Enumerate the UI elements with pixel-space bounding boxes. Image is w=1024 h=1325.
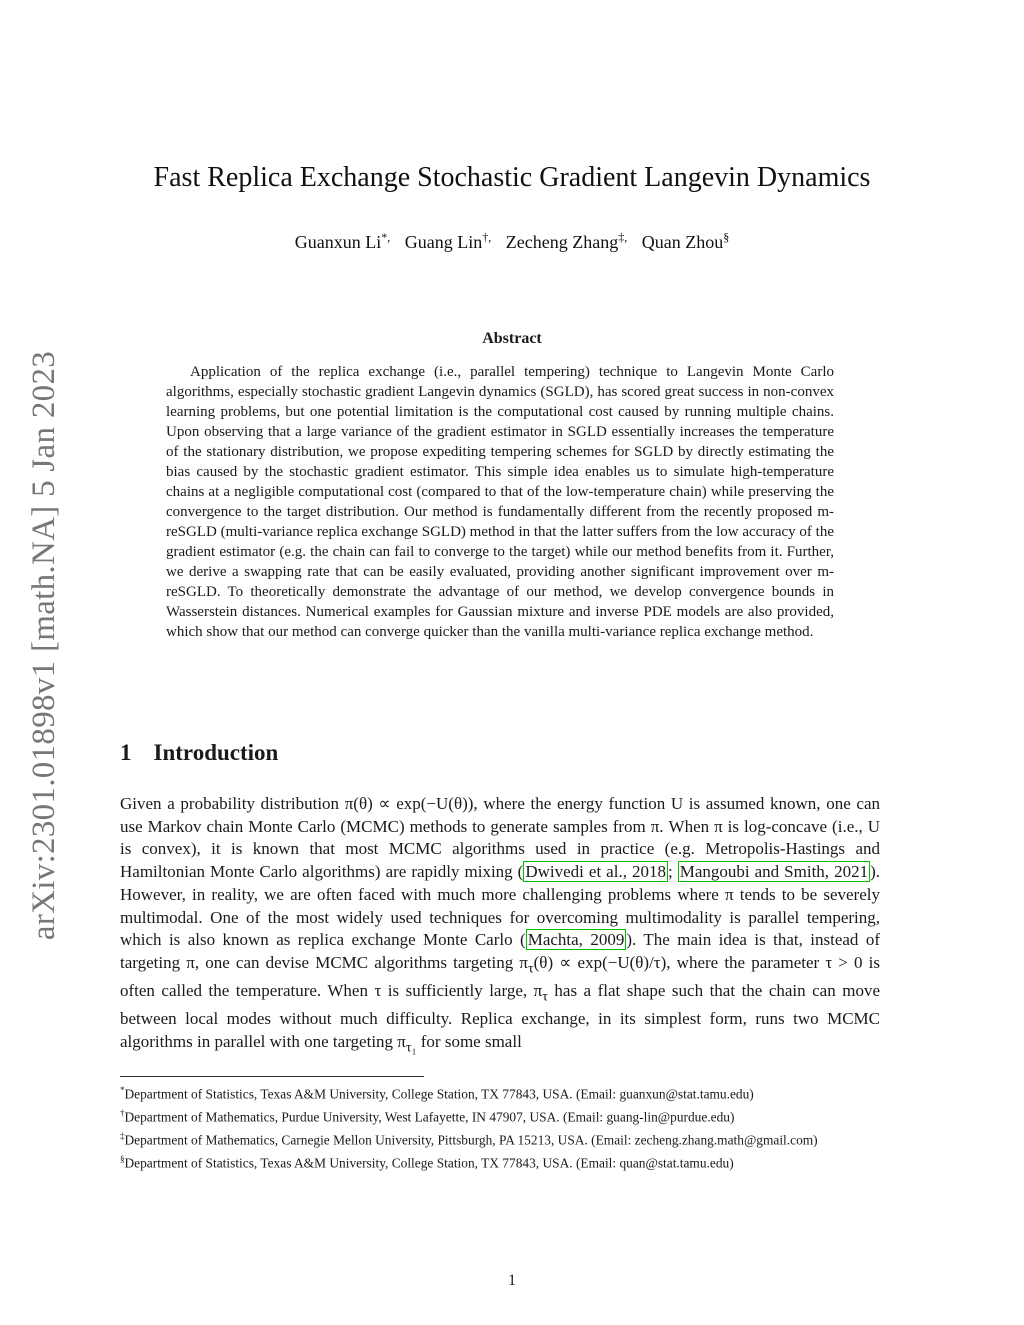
intro-text: has a flat shape such that the chain can move between local modes without much difficulty. Replica exchange, in its simplest form, runs two MCMC algorithms in parallel with one targeting π [120, 981, 880, 1051]
intro-text: ; [667, 862, 678, 882]
footnote-mark: * [120, 1085, 125, 1095]
author-name: Guanxun Li [294, 232, 382, 252]
intro-text: ). However, in reality, we are often faced with much more challenging problems where π tends to be severely multimodal. One of the most widely used techniques for overcoming multimodality is parallel tempering, which is also known as replica exchange Monte Carlo ( [120, 862, 880, 950]
intro-text: Given a probability distribution π(θ) ∝ exp(−U(θ)), where the energy function U is assumed known, one can use Markov chain Monte Carlo (MCMC) methods to generate samples from π. When π is log-concave (i.e., U is convex), it is known that most MCMC algorithms used in practice (e.g. Metropolis-Hastings and Hamiltonian Monte Carlo algorithms) are rapidly mixing ( [120, 794, 880, 882]
author-name: Quan Zhou [641, 232, 724, 252]
intro-text: for some small [416, 1031, 522, 1051]
footnote-text: Department of Statistics, Texas A&M University, College Station, TX 77843, USA. (Email: quan@stat.tamu.edu) [124, 1155, 734, 1171]
footnotes [120, 1082, 880, 1174]
math-subscript: τ₁ [405, 1039, 417, 1056]
footnote-mark: ‡ [120, 1130, 125, 1141]
arxiv-identifier-text: arXiv:2301.01898v1 [math.NA] 5 Jan 2023 [26, 350, 63, 940]
section-heading [120, 740, 278, 766]
footnote [120, 1151, 880, 1172]
paper-title: Fast Replica Exchange Stochastic Gradient Langevin Dynamics [153, 162, 871, 193]
arxiv-identifier [20, 340, 70, 950]
page-number: 1 [508, 1272, 516, 1289]
footnote-text: Department of Statistics, Texas A&M University, College Station, TX 77843, USA. (Email: guanxun@stat.tamu.edu) [124, 1086, 754, 1102]
citation-link[interactable]: Machta, 2009 [527, 930, 625, 950]
author-list [0, 230, 1024, 253]
math-subscript: τ [527, 960, 534, 977]
intro-text: (θ) ∝ exp(−U(θ)/τ), where the parameter τ > 0 is often called the temperature. When τ is sufficiently large, π [120, 952, 880, 1001]
author-footnote-mark[interactable]: †, [482, 230, 492, 244]
author-footnote-mark[interactable]: ‡, [618, 230, 628, 244]
footnote [120, 1105, 880, 1126]
math-subscript: τ [542, 988, 548, 1005]
footnote-divider [120, 1076, 424, 1077]
author-name: Zecheng Zhang [505, 232, 619, 252]
intro-text: ). The main idea is that, instead of targeting π, one can devise MCMC algorithms targeting π [120, 930, 881, 972]
abstract-body: Application of the replica exchange (i.e., parallel tempering) technique to Langevin Monte Carlo algorithms, especially stochastic gradient Langevin dynamics (SGLD), has scored great success in non-convex learning problems, but one potential limitation is the computational cost caused by running multiple chains. Upon observing that a large variance of the gradient estimator in SGLD essentially increases the temperature of the stationary distribution, we propose expediting tempering schemes for SGLD by directly estimating the bias caused by the stochastic gradient estimator. This simple idea enables us to simulate high-temperature chains at a negligible computational cost (compared to that of the low-temperature chain) while preserving the convergence to the target distribution. Our method is fundamentally different from the recently proposed m-reSGLD (multi-variance replica exchange SGLD) method in that the latter suffers from the low accuracy of the gradient estimator (e.g. the chain can fail to converge to the target) while our method benefits from it. Further, we derive a swapping rate that can be easily evaluated, providing another significant improvement over m-reSGLD. To theoretically demonstrate the advantage of our method, we develop convergence bounds in Wasserstein distances. Numerical examples for Gaussian mixture and inverse PDE models are also provided, which show that our method can converge quicker than the vanilla multi-variance replica exchange method. [166, 364, 834, 640]
footnote [120, 1128, 880, 1149]
abstract-heading: Abstract [482, 330, 542, 347]
footnote-text: Department of Mathematics, Carnegie Mellon University, Pittsburgh, PA 15213, USA. (Email: zecheng.zhang.math@gmail.com) [124, 1132, 818, 1148]
author-name: Guang Lin [404, 232, 483, 252]
footnote-mark: § [120, 1153, 125, 1164]
intro-paragraph [120, 793, 880, 1059]
footnote [120, 1082, 880, 1103]
author-footnote-mark[interactable]: § [723, 230, 730, 244]
citation-link[interactable]: Dwivedi et al., 2018 [525, 862, 666, 882]
section-number: 1 [120, 740, 132, 765]
citation-link[interactable]: Mangoubi and Smith, 2021 [679, 862, 869, 882]
footnote-mark: † [120, 1107, 125, 1118]
footnote-text: Department of Mathematics, Purdue University, West Lafayette, IN 47907, USA. (Email: guang-lin@purdue.edu) [124, 1109, 735, 1125]
author-footnote-mark[interactable]: *, [381, 230, 391, 244]
section-title: Introduction [153, 740, 279, 765]
